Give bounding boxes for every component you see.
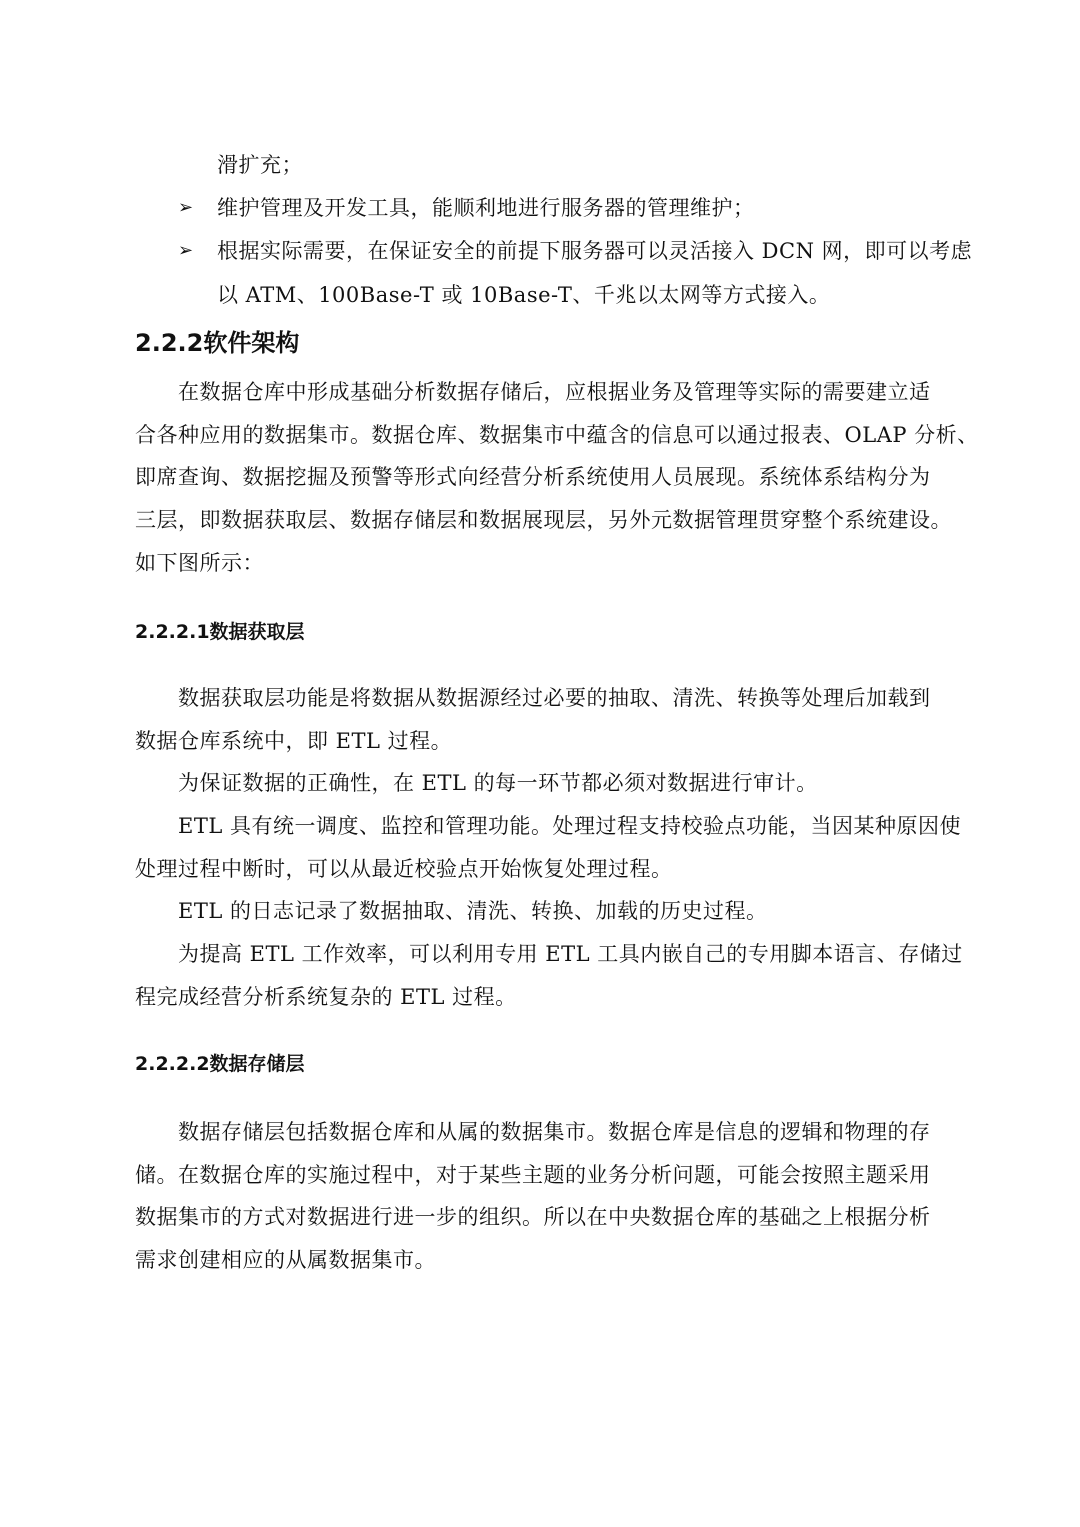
arrow-bullet-icon: ➢ xyxy=(178,240,194,261)
paragraph-line: 为保证数据的正确性，在 ETL 的每一环节都必须对数据进行审计。 xyxy=(178,771,818,795)
paragraph-line: 在数据仓库中形成基础分析数据存储后，应根据业务及管理等实际的需要建立适 xyxy=(178,380,931,404)
paragraph-line: 如下图所示： xyxy=(135,551,264,575)
paragraph-line: 三层，即数据获取层、数据存储层和数据展现层，另外元数据管理贯穿整个系统建设。 xyxy=(135,508,952,532)
paragraph-line: 数据集市的方式对数据进行进一步的组织。所以在中央数据仓库的基础之上根据分析 xyxy=(135,1205,931,1229)
paragraph-line: ETL 的日志记录了数据抽取、清洗、转换、加载的历史过程。 xyxy=(178,899,768,923)
paragraph-line: 处理过程中断时，可以从最近校验点开始恢复处理过程。 xyxy=(135,857,673,881)
list-item-maintenance-tools: 维护管理及开发工具，能顺利地进行服务器的管理维护； xyxy=(217,196,755,220)
section-heading-software-architecture: 2.2.2软件架构 xyxy=(135,329,300,357)
paragraph-line: ETL 具有统一调度、监控和管理功能。处理过程支持校验点功能，当因某种原因使 xyxy=(178,814,961,838)
paragraph-line: 程完成经营分析系统复杂的 ETL 过程。 xyxy=(135,985,517,1009)
paragraph-line: 需求创建相应的从属数据集市。 xyxy=(135,1248,436,1272)
list-item-dcn-access-line1: 根据实际需要，在保证安全的前提下服务器可以灵活接入 DCN 网，即可以考虑 xyxy=(217,239,973,263)
paragraph-line: 合各种应用的数据集市。数据仓库、数据集市中蕴含的信息可以通过报表、OLAP 分析、 xyxy=(135,423,979,447)
arrow-bullet-icon: ➢ xyxy=(178,197,194,218)
paragraph-line: 储。在数据仓库的实施过程中，对于某些主题的业务分析问题，可能会按照主题采用 xyxy=(135,1163,931,1187)
paragraph-line: 数据获取层功能是将数据从数据源经过必要的抽取、清洗、转换等处理后加载到 xyxy=(178,686,931,710)
paragraph-line: 数据仓库系统中，即 ETL 过程。 xyxy=(135,729,453,753)
subsection-heading-data-acquisition: 2.2.2.1数据获取层 xyxy=(135,621,305,643)
paragraph-line: 即席查询、数据挖掘及预警等形式向经营分析系统使用人员展现。系统体系结构分为 xyxy=(135,465,931,489)
list-item-dcn-access-line2: 以 ATM、100Base-T 或 10Base-T、千兆以太网等方式接入。 xyxy=(217,283,831,307)
list-item-continuation: 滑扩充； xyxy=(217,153,303,177)
paragraph-line: 为提高 ETL 工作效率，可以利用专用 ETL 工具内嵌自己的专用脚本语言、存储过 xyxy=(178,942,963,966)
paragraph-line: 数据存储层包括数据仓库和从属的数据集市。数据仓库是信息的逻辑和物理的存 xyxy=(178,1120,931,1144)
subsection-heading-data-storage: 2.2.2.2数据存储层 xyxy=(135,1053,305,1075)
